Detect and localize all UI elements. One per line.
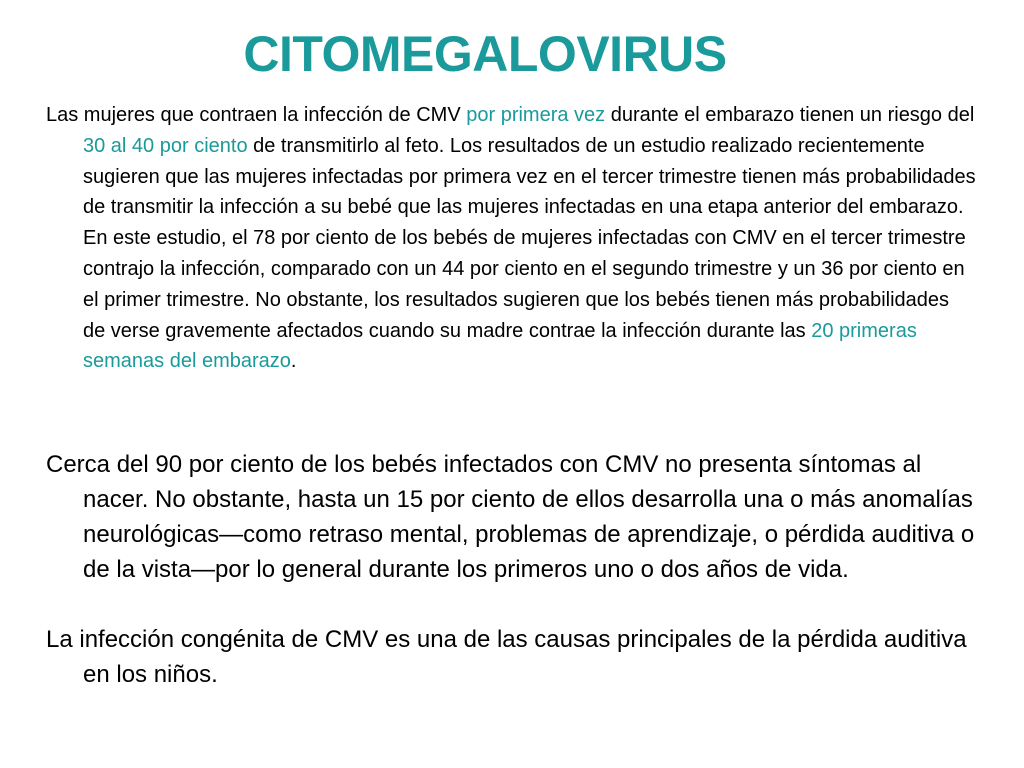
highlight-first-weeks: 20 primeras semanas del embarazo [83, 319, 917, 373]
highlight-risk-percent: 30 al 40 por ciento [83, 134, 248, 157]
paragraph-text: de transmitirlo al feto. Los resultados de un estudio realizado recientemente sugieren que las mujeres infectadas por primera vez en el tercer trimestre tienen más probabilidades de transmitir la infección a su bebé que las mujeres infectadas en una etapa anterior del embarazo. En este estudio, el 78 por ciento de los bebés de mujeres infectadas con CMV en el tercer trimestre contrajo la infección, comparado con un 44 por ciento en el segundo trimestre y un 36 por ciento en el primer trimestre. No obstante, los resultados sugieren que los bebés tienen más probabilidades de verse gravemente afectados cuando su madre contrae la infección durante las [83, 134, 976, 342]
paragraph-hearing-loss: La infección congénita de CMV es una de las causas principales de la pérdida auditiva en los niños. [46, 626, 967, 688]
paragraph-text: . [290, 350, 297, 373]
paragraph-symptoms: Cerca del 90 por ciento de los bebés infectados con CMV no presenta síntomas al nacer. No obstante, hasta un 15 por ciento de ellos desarrolla una o más anomalías neurológicas—como retraso mental, problemas de aprendizaje, o pérdida auditiva o de la vista—por lo general durante los primeros uno o dos años de vida. [46, 451, 975, 583]
paragraph-text: Las mujeres que contraen la infección de CMV [46, 104, 467, 126]
slide-title: CITOMEGALOVIRUS [243, 26, 727, 82]
paragraph-text: durante el embarazo tienen un riesgo del [605, 104, 975, 126]
highlight-first-time: por primera vez [466, 104, 606, 126]
paragraph-transmission-risk [46, 100, 976, 377]
